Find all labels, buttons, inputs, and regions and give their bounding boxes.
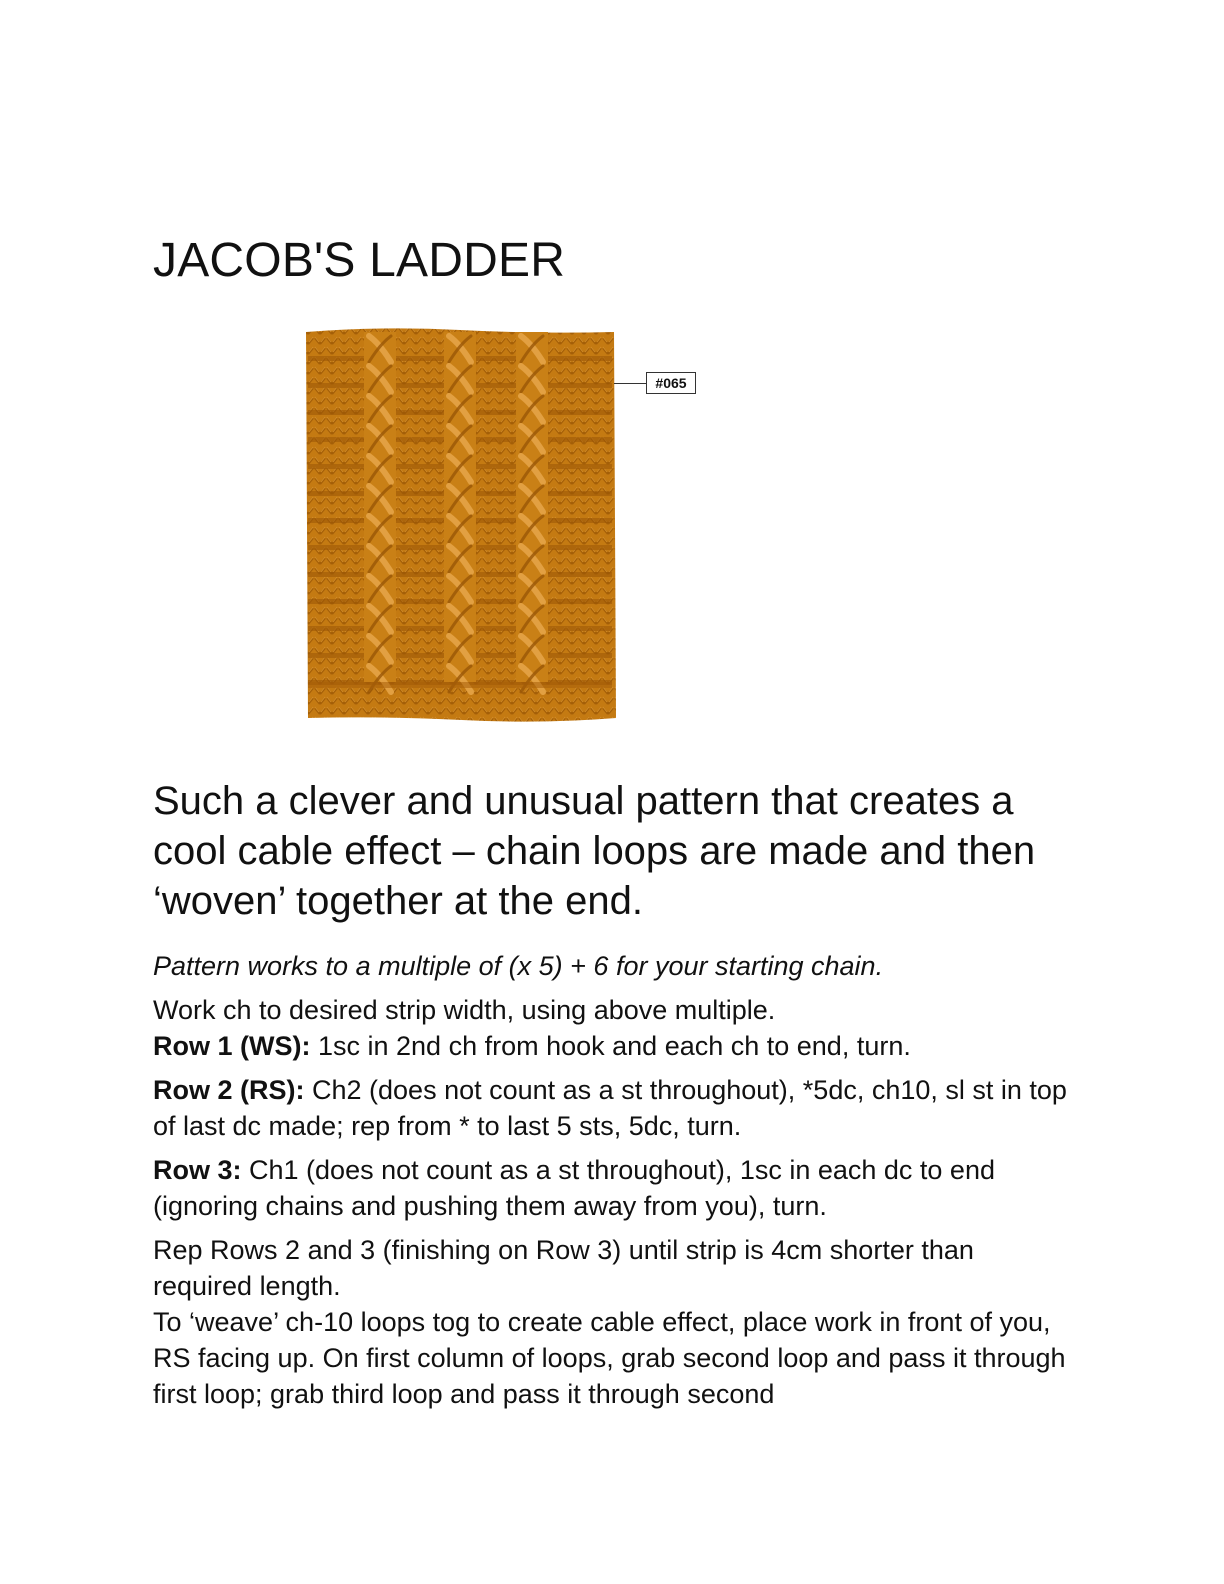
pattern-instructions xyxy=(153,948,1073,1412)
row-text: 1sc in 2nd ch from hook and each ch to end, turn. xyxy=(310,1031,911,1061)
tag-leader-line xyxy=(614,383,648,384)
multiple-note: Pattern works to a multiple of (x 5) + 6 for your starting chain. xyxy=(153,951,884,981)
row-label: Row 3: xyxy=(153,1155,242,1185)
row-1-instruction xyxy=(153,1028,1073,1064)
swatch-photo xyxy=(302,326,618,724)
row-3-instruction xyxy=(153,1152,1073,1224)
weave-instruction: To ‘weave’ ch-10 loops tog to create cable effect, place work in front of you, RS facing up. On first column of loops, grab second loop and pass it through first loop; grab third loop and pass it through second xyxy=(153,1307,1066,1409)
row-2-instruction xyxy=(153,1072,1073,1144)
row-label: Row 1 (WS): xyxy=(153,1031,311,1061)
repeat-instruction: Rep Rows 2 and 3 (finishing on Row 3) until strip is 4cm shorter than required length. xyxy=(153,1235,974,1301)
intro-paragraph: Such a clever and unusual pattern that creates a cool cable effect – chain loops are made and then ‘woven’ together at the end. xyxy=(153,779,1036,923)
foundation-instruction: Work ch to desired strip width, using above multiple. xyxy=(153,995,776,1025)
swatch-cables xyxy=(364,332,548,692)
row-text: Ch2 (does not count as a st throughout), *5dc, ch10, sl st in top of last dc made; rep from * to last 5 sts, 5dc, turn. xyxy=(153,1075,1067,1141)
swatch-number-tag: #065 xyxy=(646,372,696,394)
row-text: Ch1 (does not count as a st throughout), 1sc in each dc to end (ignoring chains and pushing them away from you), turn. xyxy=(153,1155,995,1221)
page-title: JACOB'S LADDER xyxy=(153,234,566,287)
row-label: Row 2 (RS): xyxy=(153,1075,305,1105)
